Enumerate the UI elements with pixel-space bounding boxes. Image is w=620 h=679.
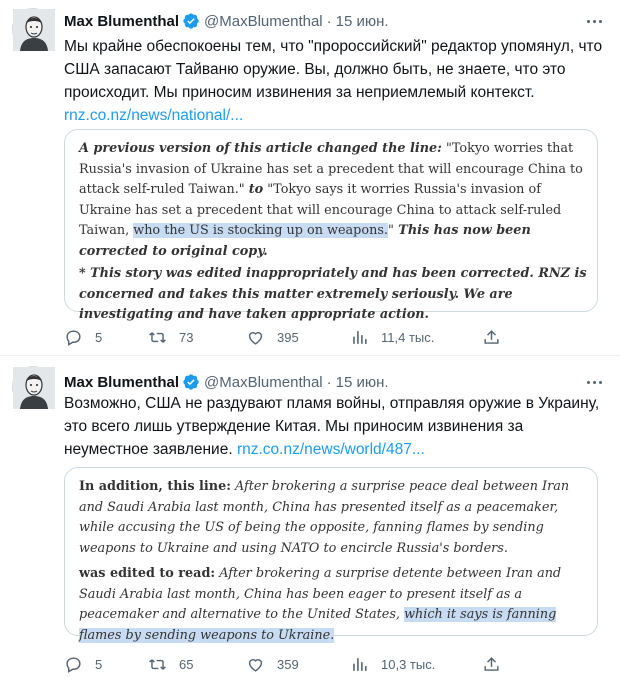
highlighted-text: which it says is fanning flames by sending weapons to Ukraine. (79, 607, 557, 643)
article-screenshot (79, 139, 587, 326)
views-icon (350, 328, 369, 347)
like-icon (246, 328, 265, 347)
tweet-body: Возможно, США не раздувают пламя войны, отправляя оружие в Украину, это всего лишь утверждение Китая. Мы приносим извинения за неуместное заявление. (64, 395, 600, 458)
action-bar (64, 327, 514, 347)
like-count: 359 (277, 656, 299, 672)
share-icon (482, 328, 501, 347)
more-icon[interactable] (582, 12, 606, 30)
edited-line-paragraph: was edited to read: After brokering a surprise detente between Iran and Saudi Arabia last month, China has been eager to present itself as a peacemaker and alternative to the United States, which it says is fanning flames by sending weapons to Ukraine. (79, 566, 562, 643)
tweet-header (64, 371, 580, 393)
like-button[interactable] (246, 655, 299, 674)
reply-button[interactable] (64, 655, 102, 674)
retweet-count: 65 (179, 656, 194, 672)
separator-dot: · (326, 12, 332, 30)
action-bar (64, 654, 514, 674)
views-icon (350, 655, 369, 674)
tweet-link[interactable]: rnz.co.nz/news/world/487... (236, 441, 425, 458)
tweet-header (64, 10, 580, 32)
verified-badge-icon (182, 12, 200, 30)
reply-icon (64, 655, 83, 674)
reply-button[interactable] (64, 328, 102, 347)
avatar[interactable] (12, 366, 54, 408)
views-button[interactable] (350, 328, 434, 347)
share-icon (482, 655, 501, 674)
verified-badge-icon (182, 373, 200, 391)
like-button[interactable] (246, 328, 299, 347)
retweet-count: 73 (179, 329, 194, 345)
separator-dot: · (326, 373, 332, 391)
tweet-body: Мы крайне обеспокоены тем, что "пророссийский" редактор упомянул, что США запасают Тайваню оружие. Вы, должно быть, не знаете, что это происходит. Мы приносим извинения за неприемлемый контекст. (64, 38, 603, 101)
author-handle[interactable]: @MaxBlumenthal (204, 373, 323, 391)
quoted-image-card[interactable] (64, 129, 598, 322)
views-count: 10,3 тыс. (381, 656, 436, 672)
share-button[interactable] (482, 655, 513, 674)
article-screenshot (79, 477, 587, 646)
author-name[interactable]: Max Blumenthal (64, 12, 180, 30)
tweet-date[interactable]: 15 июн. (335, 373, 389, 391)
share-button[interactable] (482, 328, 513, 347)
retweet-button[interactable] (148, 655, 193, 674)
tweet[interactable] (0, 356, 620, 679)
correction-paragraph: A previous version of this article changed the line: "Tokyo worries that Russia's invasion of Ukraine has set a precedent that will encourage China to attack self-ruled Taiwan." to "Tokyo says it worries Russia's invasion of Ukraine has set a precedent that will encourage China to attack self-ruled Taiwan, who the US is stocking up on weapons." This has now been corrected to original copy. (79, 141, 583, 259)
tweet-link[interactable]: rnz.co.nz/news/national/... (64, 107, 244, 124)
tweet-text (64, 392, 610, 461)
highlighted-text: who the US is stocking up on weapons. (133, 223, 388, 238)
more-icon[interactable] (582, 373, 606, 391)
reply-count: 5 (95, 329, 103, 345)
tweet-text (64, 35, 610, 127)
tweet-date[interactable]: 15 июн. (335, 12, 389, 30)
avatar[interactable] (12, 8, 54, 50)
original-line-paragraph: In addition, this line: After brokering a surprise peace deal between Iran and Saudi Arabia last month, China has presented itself as a peacemaker, while accusing the US of being the opposite, fanning flames by sending weapons to Ukraine and using NATO to encircle Russia's borders. (79, 479, 570, 556)
reply-count: 5 (95, 656, 103, 672)
like-icon (246, 655, 265, 674)
reply-icon (64, 328, 83, 347)
author-name[interactable]: Max Blumenthal (64, 373, 180, 391)
editor-note: * This story was edited inappropriately and has been corrected. RNZ is concerned and takes this matter extremely seriously. We are investigating and have taken appropriate action. (79, 266, 587, 322)
retweet-icon (148, 655, 167, 674)
retweet-button[interactable] (148, 328, 193, 347)
retweet-icon (148, 328, 167, 347)
quoted-image-card[interactable] (64, 467, 598, 643)
views-count: 11,4 тыс. (381, 329, 435, 345)
like-count: 395 (277, 329, 299, 345)
author-handle[interactable]: @MaxBlumenthal (204, 12, 323, 30)
views-button[interactable] (350, 655, 435, 674)
